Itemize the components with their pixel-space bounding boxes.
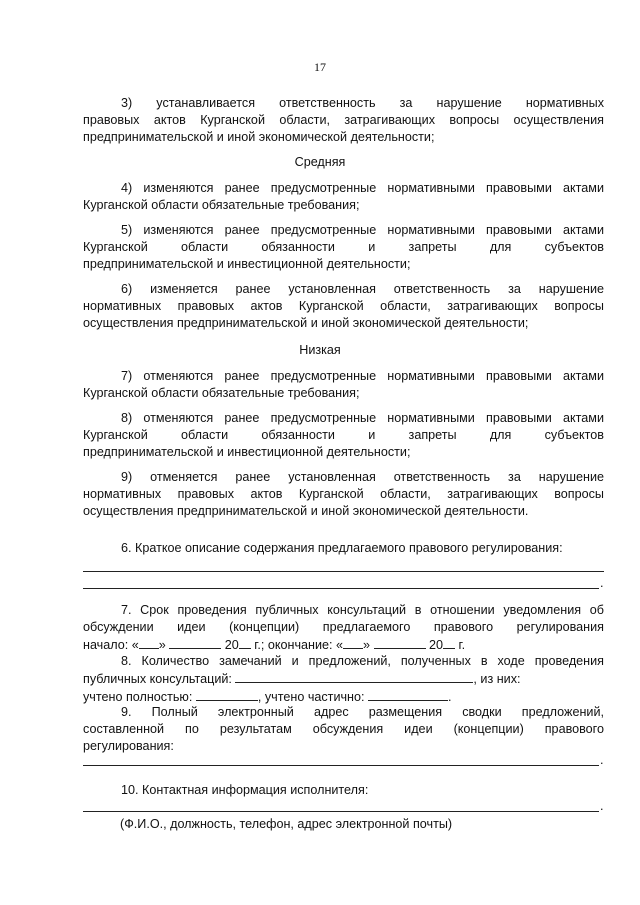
section-8-line: 8. Количество замечаний и предложений, полученных в ходе проведения xyxy=(121,654,604,668)
section-9-line: составленной по результатам обсуждения идеи (концепции) правового xyxy=(83,722,604,736)
start-month-field[interactable] xyxy=(169,636,221,649)
item-6-paragraph xyxy=(83,281,604,332)
count-label: публичных консультаций: xyxy=(83,672,232,686)
paragraph-line: Курганской области обязанности и запреты для субъектов xyxy=(83,240,604,254)
paragraph-line: осуществления предпринимательской и иной экономической деятельности. xyxy=(83,504,529,518)
start-label: начало: « xyxy=(83,638,139,652)
section-8-count-line xyxy=(83,670,604,688)
paragraph-line: предпринимательской и инвестиционной деятельности; xyxy=(83,257,411,271)
section-7-line: 7. Срок проведения публичных консультаций в отношении уведомления об xyxy=(121,603,604,617)
end-close-quote: » xyxy=(363,638,371,652)
paragraph-line: нормативных правовых актов Курганской области, затрагивающих вопросы xyxy=(83,299,604,313)
paragraph-line: осуществления предпринимательской и иной экономической деятельности; xyxy=(83,316,529,330)
section-9-line: 9. Полный электронный адрес размещения сводки предложений, xyxy=(121,705,604,719)
start-year-field[interactable] xyxy=(239,636,251,649)
paragraph-line: предпринимательской и иной экономической деятельности; xyxy=(83,130,435,144)
line-end-period: . xyxy=(600,799,604,813)
paragraph-line: 3) устанавливается ответственность за нарушение нормативных xyxy=(121,96,604,110)
section-6-line: 6. Краткое описание содержания предлагаемого правового регулирования: xyxy=(121,541,563,555)
partial-label: , учтено частично: xyxy=(257,690,365,704)
section-10-title xyxy=(83,782,604,799)
section-9-paragraph xyxy=(83,704,604,755)
item-9-paragraph xyxy=(83,469,604,520)
heading-medium: Средняя xyxy=(294,155,346,169)
section-7-line: обсуждении идеи (концепции) предлагаемого правового регулирования xyxy=(83,620,604,634)
contact-hint: (Ф.И.О., должность, телефон, адрес электронной почты) xyxy=(120,817,453,831)
accounted-end: . xyxy=(448,690,452,704)
end-month-field[interactable] xyxy=(374,636,426,649)
page-number: 17 xyxy=(314,60,326,74)
item-4-paragraph xyxy=(83,180,604,214)
paragraph-line: Курганской области обязательные требования; xyxy=(83,198,360,212)
end-year-field[interactable] xyxy=(443,636,455,649)
count-suffix: , из них: xyxy=(473,672,521,686)
paragraph-line: 6) изменяется ранее установленная ответственность за нарушение xyxy=(121,282,604,296)
paragraph-line: 5) изменяются ранее предусмотренные нормативными правовыми актами xyxy=(121,223,604,237)
start-day-field[interactable] xyxy=(139,636,159,649)
section-9-line: регулирования: xyxy=(83,739,174,753)
item-7-paragraph xyxy=(83,368,604,402)
paragraph-line: предпринимательской и инвестиционной деятельности; xyxy=(83,445,411,459)
end-day-field[interactable] xyxy=(343,636,363,649)
section-6-title xyxy=(83,540,604,557)
end-year-suffix: г. xyxy=(458,638,466,652)
paragraph-line: Курганской области обязанности и запреты для субъектов xyxy=(83,428,604,442)
end-year-prefix: 20 xyxy=(429,638,444,652)
section-8-paragraph xyxy=(83,653,604,706)
end-label: г.; окончание: « xyxy=(254,638,344,652)
item-5-paragraph xyxy=(83,222,604,273)
paragraph-line: Курганской области обязательные требования; xyxy=(83,386,360,400)
full-label: учтено полностью: xyxy=(83,690,193,704)
paragraph-line: правовых актов Курганской области, затрагивающих вопросы осуществления xyxy=(83,113,604,127)
count-field[interactable] xyxy=(235,670,473,683)
answer-line-10[interactable] xyxy=(83,811,599,812)
answer-line-9[interactable] xyxy=(83,765,599,766)
paragraph-line: 7) отменяются ранее предусмотренные нормативными правовыми актами xyxy=(121,369,604,383)
section-7-dates-line xyxy=(83,636,604,654)
paragraph-line: нормативных правовых актов Курганской области, затрагивающих вопросы xyxy=(83,487,604,501)
line-end-period: . xyxy=(600,576,604,590)
item-3-paragraph xyxy=(83,95,604,146)
answer-line-6b[interactable] xyxy=(83,588,599,589)
heading-low: Низкая xyxy=(299,343,341,357)
section-7-paragraph xyxy=(83,602,604,654)
start-year-prefix: 20 xyxy=(224,638,239,652)
paragraph-line: 8) отменяются ранее предусмотренные нормативными правовыми актами xyxy=(121,411,604,425)
item-8-paragraph xyxy=(83,410,604,461)
partial-count-field[interactable] xyxy=(368,688,448,701)
paragraph-line: 9) отменяется ранее установленная ответственность за нарушение xyxy=(121,470,604,484)
line-end-period: . xyxy=(600,753,604,767)
paragraph-line: 4) изменяются ранее предусмотренные нормативными правовыми актами xyxy=(121,181,604,195)
full-count-field[interactable] xyxy=(196,688,258,701)
answer-line-6a[interactable] xyxy=(83,571,604,572)
start-close-quote: » xyxy=(158,638,166,652)
section-10-line: 10. Контактная информация исполнителя: xyxy=(121,783,369,797)
